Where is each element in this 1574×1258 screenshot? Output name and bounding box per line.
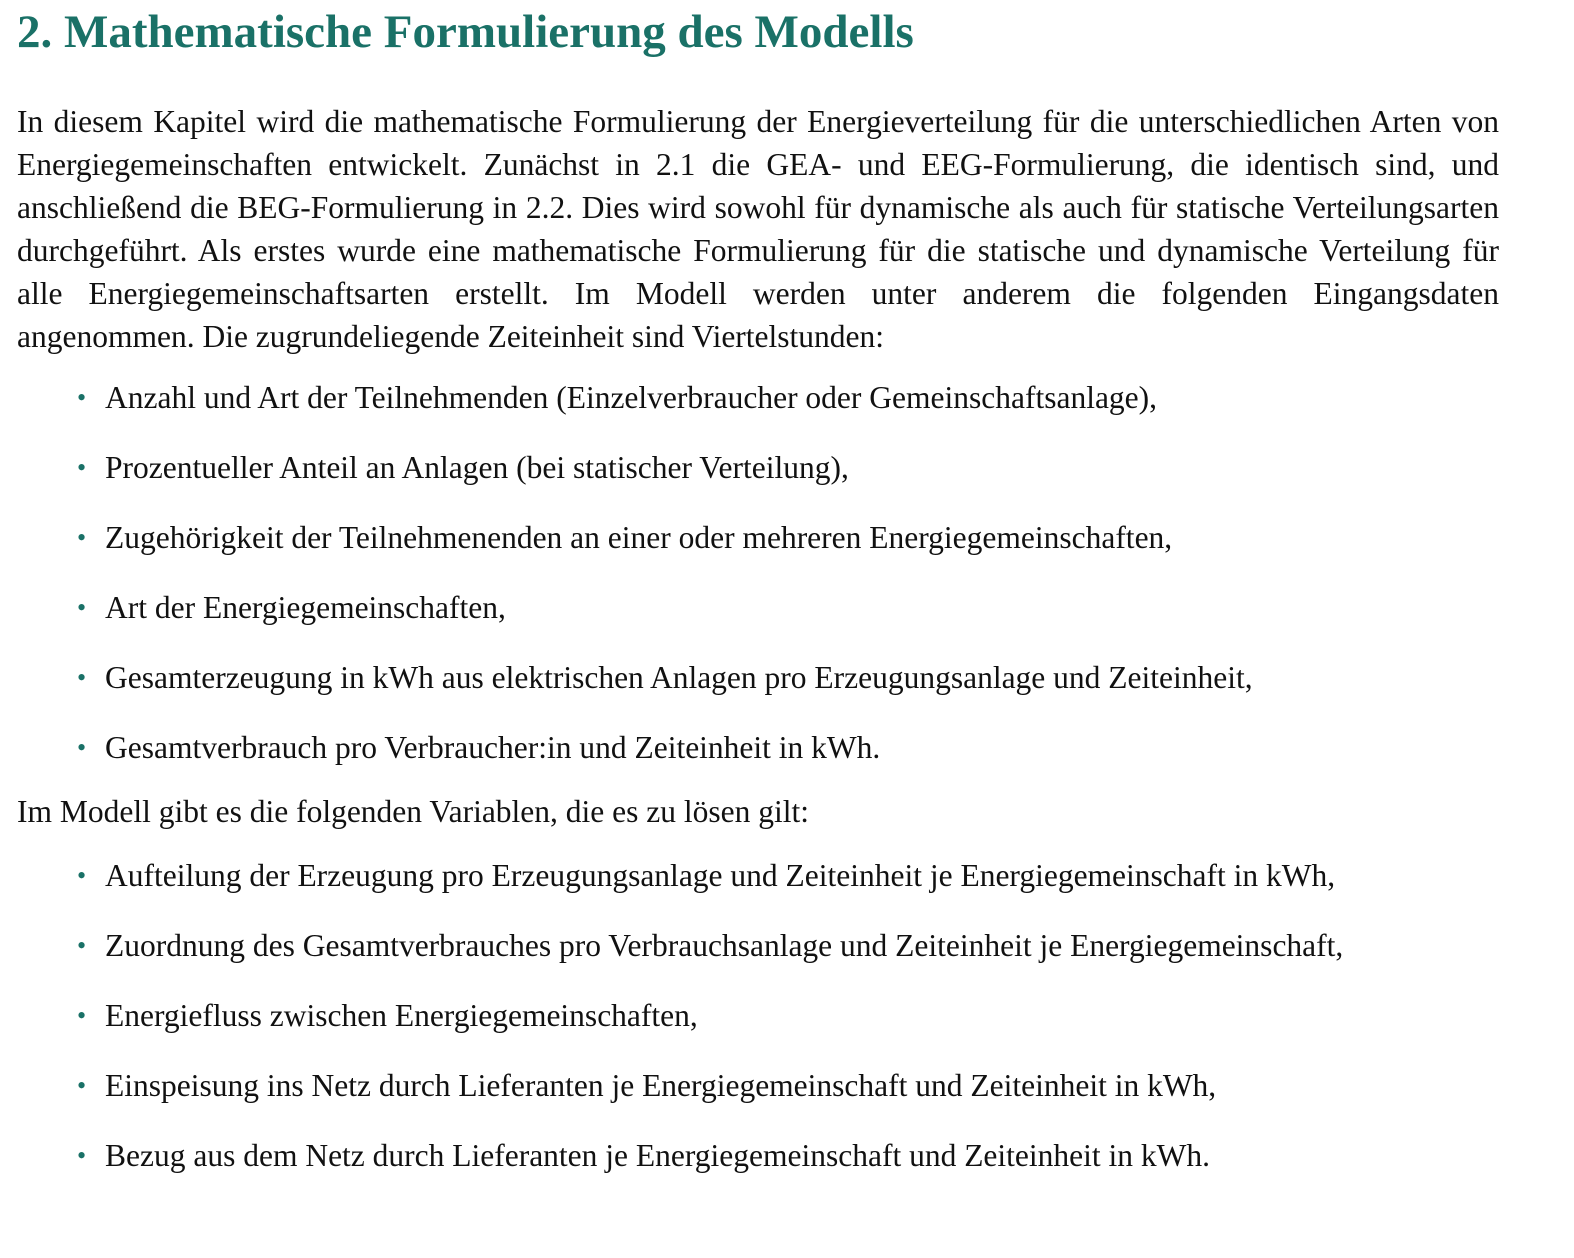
list-item bbox=[17, 376, 1499, 419]
list-item-text: Aufteilung der Erzeugung pro Erzeugungsanlage und Zeiteinheit je Energiegemeinschaft in kWh, bbox=[105, 858, 1336, 893]
input-data-list bbox=[17, 376, 1499, 769]
list-item bbox=[17, 516, 1499, 559]
list-item-text: Zuordnung des Gesamtverbrauches pro Verbrauchsanlage und Zeiteinheit je Energiegemeinschaft, bbox=[105, 928, 1344, 963]
bullet-icon: • bbox=[77, 861, 87, 890]
bullet-icon: • bbox=[77, 1001, 87, 1030]
list-item bbox=[17, 726, 1499, 769]
list-item bbox=[17, 656, 1499, 699]
variables-list bbox=[17, 854, 1499, 1177]
bullet-icon: • bbox=[77, 663, 87, 692]
list-item-text: Art der Energiegemeinschaften, bbox=[105, 590, 506, 625]
intro-paragraph: In diesem Kapitel wird die mathematische Formulierung der Energieverteilung für die unterschiedlichen Arten von Energiegemeinschaften entwickelt. Zunächst in 2.1 die GEA- und EEG-Formulierung, die identisch sind, und anschließend die BEG-Formulierung in 2.2. Dies wird sowohl für dynamische als auch für statische Verteilungsarten durchgeführt. Als erstes wurde eine mathematische Formulierung für die statische und dynamische Verteilung für alle Energiegemeinschaftsarten erstellt. Im Modell werden unter anderem die folgenden Eingangsdaten angenommen. Die zugrundeliegende Zeiteinheit sind Viertelstunden: bbox=[17, 104, 1499, 354]
list-item bbox=[17, 854, 1499, 897]
list-item bbox=[17, 994, 1499, 1037]
bullet-icon: • bbox=[77, 1071, 87, 1100]
list-item bbox=[17, 924, 1499, 967]
list-item-text: Energiefluss zwischen Energiegemeinschaften, bbox=[105, 998, 698, 1033]
variables-intro-paragraph: Im Modell gibt es die folgenden Variablen, die es zu lösen gilt: bbox=[17, 794, 809, 829]
bullet-icon: • bbox=[77, 733, 87, 762]
bullet-icon: • bbox=[77, 453, 87, 482]
bullet-icon: • bbox=[77, 931, 87, 960]
bullet-icon: • bbox=[77, 593, 87, 622]
list-item-text: Einspeisung ins Netz durch Lieferanten je Energiegemeinschaft und Zeiteinheit in kWh, bbox=[105, 1068, 1217, 1103]
list-item-text: Bezug aus dem Netz durch Lieferanten je Energiegemeinschaft und Zeiteinheit in kWh. bbox=[105, 1138, 1210, 1173]
bullet-icon: • bbox=[77, 383, 87, 412]
bullet-icon: • bbox=[77, 523, 87, 552]
list-item bbox=[17, 1134, 1499, 1177]
list-item-text: Gesamtverbrauch pro Verbraucher:in und Zeiteinheit in kWh. bbox=[105, 730, 881, 765]
document-page bbox=[17, 0, 1499, 1177]
list-item-text: Prozentueller Anteil an Anlagen (bei statischer Verteilung), bbox=[105, 450, 849, 485]
bullet-icon: • bbox=[77, 1141, 87, 1170]
list-item-text: Zugehörigkeit der Teilnehmenenden an einer oder mehreren Energiegemeinschaften, bbox=[105, 520, 1173, 555]
list-item bbox=[17, 1064, 1499, 1107]
list-item bbox=[17, 586, 1499, 629]
list-item bbox=[17, 446, 1499, 489]
section-heading: 2. Mathematische Formulierung des Modells bbox=[17, 6, 914, 58]
list-item-text: Anzahl und Art der Teilnehmenden (Einzelverbraucher oder Gemeinschaftsanlage), bbox=[105, 380, 1158, 415]
list-item-text: Gesamterzeugung in kWh aus elektrischen Anlagen pro Erzeugungsanlage und Zeiteinheit, bbox=[105, 660, 1253, 695]
